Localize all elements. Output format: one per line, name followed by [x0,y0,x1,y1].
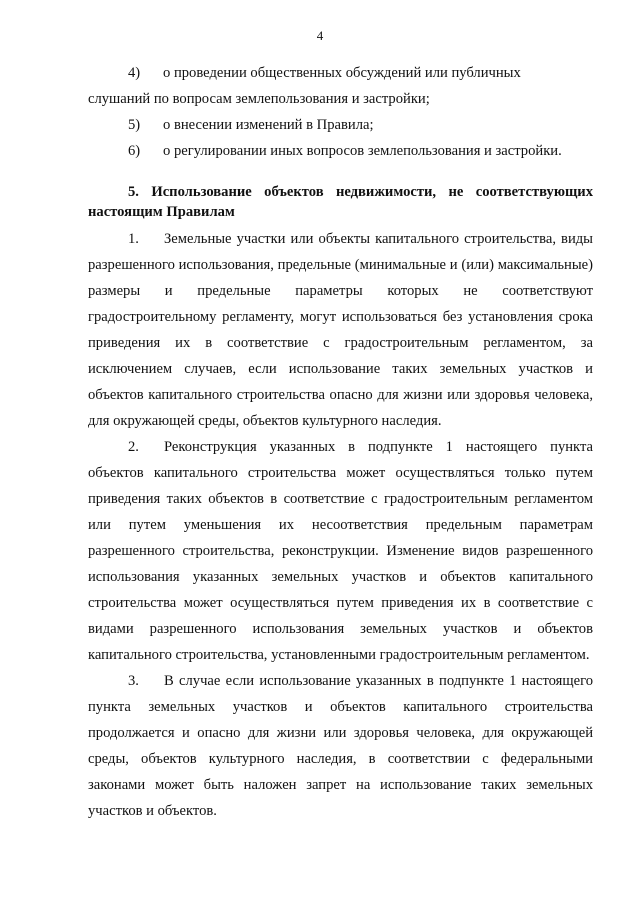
paragraph-text: В случае если использование указанных в подпункте 1 настоящего пункта земельных участков и объектов капитального строительства продолжается и опасно для жизни или здоровья человека, для окружающей среды, объектов культурного наследия, в соответствии с федеральными законами может быть наложен запрет на использование таких земельных участков и объектов. [88,673,593,819]
list-item-text: о проведении общественных обсуждений или публичных [163,65,521,81]
section-heading: 5. Использование объектов недвижимости, не соответствующих настоящим Правилам [88,184,593,220]
document-body [88,60,593,824]
list-item [88,60,593,86]
list-item [88,138,593,164]
page-number: 4 [316,28,324,43]
list-item-number: 4) [128,65,141,81]
paragraph-number: 3. [128,673,139,689]
paragraph-text: Реконструкция указанных в подпункте 1 настоящего пункта объектов капитального строительства может осуществляться только путем приведения таких объектов в соответствие с градостроительным регламентом или путем уменьшения их несоответствия предельным параметрам разрешенного строительства, реконструкции. Изменение видов разрешенного использования указанных земельных участков и объектов капитального строительства может осуществляться путем приведения их в соответствие с видами разрешенного использования земельных участков и объектов капитального строительства, установленными градостроительным регламентом. [88,439,593,663]
section-paragraph [88,668,593,824]
section-paragraph [88,226,593,434]
list-item-number: 6) [128,143,141,159]
list-item [88,112,593,138]
paragraph-text: Земельные участки или объекты капитального строительства, виды разрешенного использования, предельные (минимальные и (или) максимальные) размеры и предельные параметры которых не соответствуют градостроительному регламенту, могут использоваться без установления срока приведения их в соответствие с градостроительным регламентом, за исключением случаев, если использование таких земельных участков и объектов капитального строительства опасно для жизни или здоровья человека, для окружающей среды, объектов культурного наследия. [88,231,593,429]
paragraph-number: 1. [128,231,139,247]
list-item-text: о внесении изменений в Правила; [163,117,374,133]
section-paragraph [88,434,593,668]
list-item-continuation: слушаний по вопросам землепользования и застройки; [88,91,430,107]
list-item-number: 5) [128,117,141,133]
paragraph-number: 2. [128,439,139,455]
list-item-text: о регулировании иных вопросов землепользования и застройки. [163,143,562,159]
